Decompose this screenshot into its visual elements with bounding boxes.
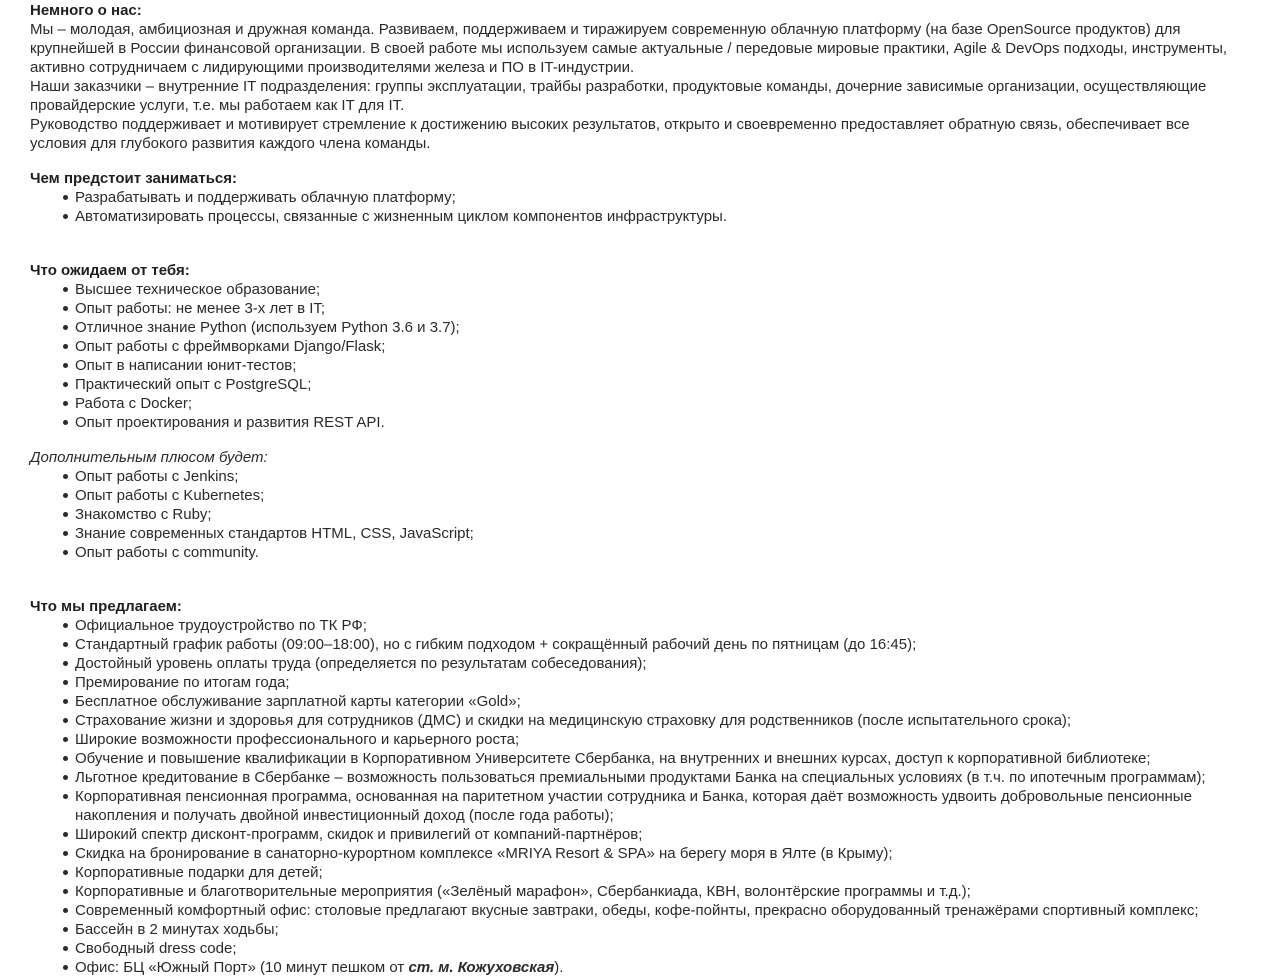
offer-section — [30, 597, 1250, 977]
list-item: Свободный dress code; — [75, 939, 1250, 958]
list-item: Высшее техническое образование; — [75, 280, 1250, 299]
bullet-icon — [60, 486, 70, 505]
bullet-icon — [60, 635, 70, 654]
bullet-icon — [60, 280, 70, 299]
list-item: Обучение и повышение квалификации в Корпоративном Университете Сбербанка, на внутренних и внешних курсах, доступ к корпоративной библиотеке; — [75, 749, 1250, 768]
offer-list — [30, 616, 1250, 977]
duties-list — [30, 188, 1250, 226]
bullet-icon — [60, 749, 70, 768]
about-paragraph-1: Мы – молодая, амбициозная и дружная команда. Развиваем, поддерживаем и тиражируем современную облачную платформу (на базе OpenSource продуктов) для крупнейшей в России финансовой организации. В своей работе мы используем самые актуальные / передовые мировые практики, Agile & DevOps подходы, инструменты, активно сотрудничаем с лидирующими производителями железа и ПО в IT-индустрии. — [30, 21, 1228, 76]
list-item: Современный комфортный офис: столовые предлагают вкусные завтраки, обеды, кофе-пойнты, прекрасно оборудованный тренажёрами спортивный комплекс; — [75, 901, 1250, 920]
spacer — [30, 562, 1250, 597]
list-item: Работа с Docker; — [75, 394, 1250, 413]
list-item: Бассейн в 2 минутах ходьбы; — [75, 920, 1250, 939]
list-item: Знание современных стандартов HTML, CSS, JavaScript; — [75, 524, 1250, 543]
bullet-icon — [60, 394, 70, 413]
list-item: Знакомство с Ruby; — [75, 505, 1250, 524]
list-item: Широкие возможности профессионального и карьерного роста; — [75, 730, 1250, 749]
spacer — [30, 226, 1250, 261]
spacer — [30, 432, 1250, 448]
about-section — [30, 0, 1250, 153]
requirements-heading: Что ожидаем от тебя: — [30, 262, 190, 279]
bullet-icon — [60, 337, 70, 356]
list-item: Опыт в написании юнит-тестов; — [75, 356, 1250, 375]
bullet-icon — [60, 318, 70, 337]
list-item-office: Офис: БЦ «Южный Порт» (10 минут пешком от ст. м. Кожуховская). — [75, 958, 1250, 977]
bullet-icon — [60, 730, 70, 749]
bullet-icon — [60, 787, 70, 806]
bullet-icon — [60, 920, 70, 939]
metro-station: ст. м. Кожуховская — [408, 959, 555, 976]
bullet-icon — [60, 692, 70, 711]
bullet-icon — [60, 958, 70, 977]
list-item: Корпоративные подарки для детей; — [75, 863, 1250, 882]
list-item: Опыт работы с фреймворками Django/Flask; — [75, 337, 1250, 356]
about-heading: Немного о нас: — [30, 2, 142, 19]
bullet-icon — [60, 616, 70, 635]
extras-list — [30, 467, 1250, 562]
list-item: Страхование жизни и здоровья для сотрудников (ДМС) и скидки на медицинскую страховку для родственников (после испытательного срока); — [75, 711, 1250, 730]
bullet-icon — [60, 356, 70, 375]
bullet-icon — [60, 844, 70, 863]
requirements-section — [30, 261, 1250, 432]
bullet-icon — [60, 188, 70, 207]
offer-heading: Что мы предлагаем: — [30, 598, 182, 615]
list-item: Бесплатное обслуживание зарплатной карты категории «Gold»; — [75, 692, 1250, 711]
bullet-icon — [60, 768, 70, 787]
list-item: Опыт проектирования и развития REST API. — [75, 413, 1250, 432]
list-item: Опыт работы с Kubernetes; — [75, 486, 1250, 505]
list-item: Опыт работы: не менее 3-х лет в IT; — [75, 299, 1250, 318]
about-paragraph-3: Руководство поддерживает и мотивирует стремление к достижению высоких результатов, открыто и своевременно предоставляет обратную связь, обеспечивает все условия для глубокого развития каждого члена команды. — [30, 116, 1190, 152]
list-item: Корпоративная пенсионная программа, основанная на паритетном участии сотрудника и Банка, которая даёт возможность удвоить добровольные пенсионные накопления и получать двойной инвестиционный доход (после года работы); — [75, 787, 1250, 825]
list-item: Опыт работы с community. — [75, 543, 1250, 562]
list-item: Широкий спектр дисконт-программ, скидок и привилегий от компаний-партнёров; — [75, 825, 1250, 844]
list-item: Отличное знание Python (используем Python 3.6 и 3.7); — [75, 318, 1250, 337]
list-item: Официальное трудоустройство по ТК РФ; — [75, 616, 1250, 635]
bullet-icon — [60, 863, 70, 882]
list-item: Премирование по итогам года; — [75, 673, 1250, 692]
list-item: Льготное кредитование в Сбербанке – возможность пользоваться премиальными продуктами Банка на специальных условиях (в т.ч. по ипотечным программам); — [75, 768, 1250, 787]
bullet-icon — [60, 654, 70, 673]
bullet-icon — [60, 207, 70, 226]
list-item: Скидка на бронирование в санаторно-курортном комплексе «MRIYA Resort & SPA» на берегу моря в Ялте (в Крыму); — [75, 844, 1250, 863]
bullet-icon — [60, 825, 70, 844]
bullet-icon — [60, 524, 70, 543]
bullet-icon — [60, 901, 70, 920]
duties-heading: Чем предстоит заниматься: — [30, 170, 238, 187]
bullet-icon — [60, 505, 70, 524]
about-paragraph-2: Наши заказчики – внутренние IT подразделения: группы эксплуатации, трайбы разработки, продуктовые команды, дочерние зависимые организации, осуществляющие провайдерские услуги, т.е. мы работаем как IT для IT. — [30, 78, 1207, 114]
list-item: Практический опыт с PostgreSQL; — [75, 375, 1250, 394]
bullet-icon — [60, 375, 70, 394]
bullet-icon — [60, 467, 70, 486]
bullet-icon — [60, 882, 70, 901]
extras-section — [30, 448, 1250, 562]
extras-heading: Дополнительным плюсом будет: — [30, 449, 268, 466]
list-item: Корпоративные и благотворительные мероприятия («Зелёный марафон», Сбербанкиада, КВН, волонтёрские программы и т.д.); — [75, 882, 1250, 901]
duties-section — [30, 169, 1250, 226]
bullet-icon — [60, 413, 70, 432]
bullet-icon — [60, 299, 70, 318]
bullet-icon — [60, 939, 70, 958]
spacer — [30, 153, 1250, 169]
bullet-icon — [60, 711, 70, 730]
list-item: Достойный уровень оплаты труда (определяется по результатам собеседования); — [75, 654, 1250, 673]
requirements-list — [30, 280, 1250, 432]
list-item: Стандартный график работы (09:00–18:00), но с гибким подходом + сокращённый рабочий день по пятницам (до 16:45); — [75, 635, 1250, 654]
bullet-icon — [60, 543, 70, 562]
list-item: Разрабатывать и поддерживать облачную платформу; — [75, 188, 1250, 207]
list-item: Опыт работы с Jenkins; — [75, 467, 1250, 486]
bullet-icon — [60, 673, 70, 692]
list-item: Автоматизировать процессы, связанные с жизненным циклом компонентов инфраструктуры. — [75, 207, 1250, 226]
